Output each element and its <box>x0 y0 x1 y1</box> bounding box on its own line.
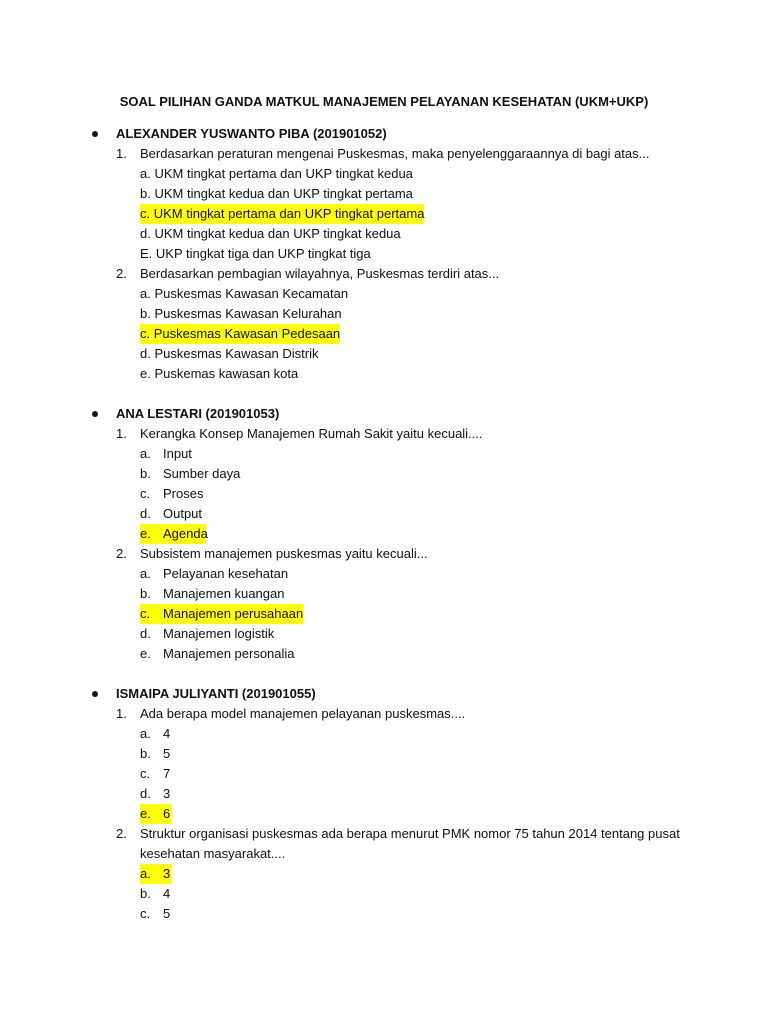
option-text: Manajemen kuangan <box>163 586 285 601</box>
option-letter-answer: e. <box>140 806 151 821</box>
option-text: Output <box>163 506 203 521</box>
option-letter-answer: c. <box>140 606 151 621</box>
section-header <box>0 684 768 704</box>
option-text: 7 <box>163 766 171 781</box>
bullet-icon <box>92 691 98 697</box>
option-item: e. Puskemas kawasan kota <box>140 366 299 381</box>
option-text-answer: 6 <box>163 806 171 821</box>
option-letter: c. <box>140 766 151 781</box>
question-text: Berdasarkan peraturan mengenai Puskesmas, maka penyelenggaraannya di bagi atas... <box>140 146 650 161</box>
option-letter: b. <box>140 466 151 481</box>
question-text: Kerangka Konsep Manajemen Rumah Sakit yaitu kecuali.... <box>140 426 483 441</box>
student-name: ALEXANDER YUSWANTO PIBA (201901052) <box>116 126 387 141</box>
question-text: Subsistem manajemen puskesmas yaitu kecuali... <box>140 546 428 561</box>
option-item: a. Puskesmas Kawasan Kecamatan <box>140 286 349 301</box>
option-text-answer: 3 <box>163 866 171 881</box>
section-header <box>0 404 768 424</box>
option-item: d. UKM tingkat kedua dan UKP tingkat kedua <box>140 226 401 241</box>
question-number: 1. <box>116 426 127 441</box>
question-number: 1. <box>116 706 127 721</box>
option-letter: b. <box>140 746 151 761</box>
question-text: Struktur organisasi puskesmas ada berapa menurut PMK nomor 75 tahun 2014 tentang pusat <box>140 826 680 841</box>
option-letter-answer: a. <box>140 866 151 881</box>
option-text: 5 <box>163 906 171 921</box>
option-text: Manajemen personalia <box>163 646 295 661</box>
question-number: 1. <box>116 146 127 161</box>
question-number: 2. <box>116 826 127 841</box>
option-letter: d. <box>140 506 151 521</box>
option-text: Manajemen logistik <box>163 626 275 641</box>
option-text: 5 <box>163 746 171 761</box>
option-letter: a. <box>140 566 151 581</box>
option-letter: d. <box>140 786 151 801</box>
question-text: Berdasarkan pembagian wilayahnya, Puskesmas terdiri atas... <box>140 266 500 281</box>
option-item: b. Puskesmas Kawasan Kelurahan <box>140 306 342 321</box>
option-item: d. Puskesmas Kawasan Distrik <box>140 346 319 361</box>
option-letter: a. <box>140 446 151 461</box>
option-text: Sumber daya <box>163 466 241 481</box>
document-title: SOAL PILIHAN GANDA MATKUL MANAJEMEN PELAYANAN KESEHATAN (UKM+UKP) <box>119 94 649 109</box>
option-item: a. UKM tingkat pertama dan UKP tingkat kedua <box>140 166 413 181</box>
option-text: 4 <box>163 886 171 901</box>
option-text-answer: Manajemen perusahaan <box>163 606 304 621</box>
question-number: 2. <box>116 546 127 561</box>
option-item: b. UKM tingkat kedua dan UKP tingkat pertama <box>140 186 413 201</box>
option-text: Input <box>163 446 192 461</box>
student-name: ISMAIPA JULIYANTI (201901055) <box>116 686 316 701</box>
option-item-answer: c. Puskesmas Kawasan Pedesaan <box>140 324 340 344</box>
question-text: Ada berapa model manajemen pelayanan puskesmas.... <box>140 706 466 721</box>
option-text: 3 <box>163 786 171 801</box>
option-text-answer: Agenda <box>163 526 208 541</box>
option-letter: d. <box>140 626 151 641</box>
option-item-answer: c. UKM tingkat pertama dan UKP tingkat pertama <box>140 204 424 224</box>
option-letter: b. <box>140 586 151 601</box>
option-letter-answer: e. <box>140 526 151 541</box>
option-letter: a. <box>140 726 151 741</box>
section-header <box>0 124 768 144</box>
bullet-icon <box>92 131 98 137</box>
option-text: Pelayanan kesehatan <box>163 566 289 581</box>
option-letter: c. <box>140 906 151 921</box>
option-letter: c. <box>140 486 151 501</box>
option-letter: b. <box>140 886 151 901</box>
student-name: ANA LESTARI (201901053) <box>116 406 280 421</box>
option-text: 4 <box>163 726 171 741</box>
question-number: 2. <box>116 266 127 281</box>
bullet-icon <box>92 411 98 417</box>
question-text-continued: kesehatan masyarakat.... <box>140 846 286 861</box>
option-item: E. UKP tingkat tiga dan UKP tingkat tiga <box>140 246 371 261</box>
option-letter: e. <box>140 646 151 661</box>
option-text: Proses <box>163 486 204 501</box>
